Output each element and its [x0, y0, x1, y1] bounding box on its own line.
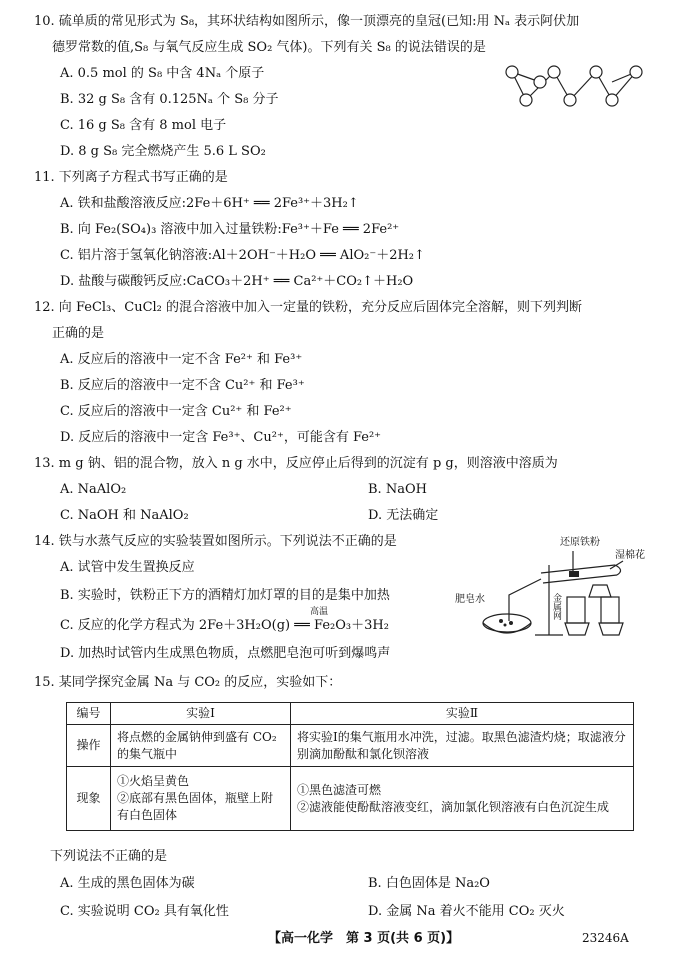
q11-option-a: A. 铁和盐酸溶液反应:2Fe＋6H⁺ ══ 2Fe³⁺＋3H₂↑	[60, 196, 359, 211]
q10-option-b: B. 32 g S₈ 含有 0.125Nₐ 个 S₈ 分子	[60, 92, 279, 107]
label-soap-water: 肥皂水	[455, 594, 485, 605]
label-reduced-iron: 还原铁粉	[560, 537, 600, 548]
q12-option-d: D. 反应后的溶液中一定含 Fe³⁺、Cu²⁺，可能含有 Fe²⁺	[60, 430, 382, 445]
q11-option-b: B. 向 Fe₂(SO₄)₃ 溶液中加入过量铁粉:Fe³⁺＋Fe ══ 2Fe²⁺	[60, 222, 400, 237]
q14-option-d: D. 加热时试管内生成黑色物质，点燃肥皂泡可听到爆鸣声	[60, 646, 391, 661]
q12-line2: 正确的是	[52, 326, 105, 341]
q15-option-b: B. 白色固体是 Na₂O	[368, 876, 490, 891]
q10-option-a: A. 0.5 mol 的 S₈ 中含 4Nₐ 个原子	[60, 66, 265, 81]
q15-stem2: 下列说法不正确的是	[50, 849, 168, 864]
q14-stem: 14. 铁与水蒸气反应的实验装置如图所示。下列说法不正确的是	[34, 534, 397, 549]
footer-code: 23246A	[582, 931, 629, 945]
q13-option-a: A. NaAlO₂	[60, 482, 127, 497]
footer-title: 【高一化学 第 3 页(共 6 页)】	[268, 931, 460, 946]
exp2-phenomenon-2: ②滤液能使酚酞溶液变红，滴加氯化钡溶液有白色沉淀生成	[297, 799, 610, 814]
q10-line1: 10. 硫单质的常见形式为 S₈，其环状结构如图所示，像一顶漂亮的皇冠(已知:用 Nₐ 表示阿伏加	[34, 14, 580, 29]
q13-stem: 13. m g 钠、铝的混合物，放入 n g 水中，反应停止后得到的沉淀有 p g，则溶液中溶质为	[34, 456, 558, 471]
q10-option-d: D. 8 g S₈ 完全燃烧产生 5.6 L SO₂	[60, 144, 266, 159]
q12-option-a: A. 反应后的溶液中一定不含 Fe²⁺ 和 Fe³⁺	[60, 352, 303, 367]
q14-condition-label: 高温	[310, 607, 329, 617]
table-row-operation-label: 操作	[67, 725, 111, 767]
q13-option-c: C. NaOH 和 NaAlO₂	[60, 508, 189, 523]
q11-stem: 11. 下列离子方程式书写正确的是	[34, 170, 228, 185]
q12-option-c: C. 反应后的溶液中一定含 Cu²⁺ 和 Fe²⁺	[60, 404, 292, 419]
q10-option-c: C. 16 g S₈ 含有 8 mol 电子	[60, 118, 227, 133]
table-header-exp2: 实验Ⅱ	[291, 703, 634, 725]
experiment-table	[66, 702, 634, 831]
q14-option-a: A. 试管中发生置换反应	[60, 560, 195, 575]
q14-option-c: C. 反应的化学方程式为 2Fe＋3H₂O(g) ══ Fe₂O₃＋3H₂	[60, 618, 389, 633]
s8-crown-diagram	[500, 60, 650, 120]
table-header-id: 编号	[67, 703, 111, 725]
iron-steam-apparatus	[455, 535, 655, 655]
q13-option-d: D. 无法确定	[368, 508, 439, 523]
q11-option-d: D. 盐酸与碳酸钙反应:CaCO₃＋2H⁺ ══ Ca²⁺＋CO₂↑＋H₂O	[60, 274, 414, 289]
table-row-phenomenon-label: 现象	[67, 767, 111, 831]
table-cell-exp2-phenomenon	[291, 767, 634, 831]
table-cell-exp1-operation: 将点燃的金属钠伸到盛有 CO₂ 的集气瓶中	[111, 725, 291, 767]
table-header-exp1: 实验Ⅰ	[111, 703, 291, 725]
q10-line2: 德罗常数的值,S₈ 与氧气反应生成 SO₂ 气体)。下列有关 S₈ 的说法错误的是	[52, 40, 486, 55]
label-wet-cotton: 湿棉花	[615, 550, 645, 561]
q12-line1: 12. 向 FeCl₃、CuCl₂ 的混合溶液中加入一定量的铁粉，充分反应后固体完全溶解，则下列判断	[34, 300, 583, 315]
q15-option-d: D. 金属 Na 着火不能用 CO₂ 灭火	[368, 904, 565, 919]
q13-option-b: B. NaOH	[368, 482, 427, 497]
table-cell-exp2-operation: 将实验Ⅰ的集气瓶用水冲洗，过滤。取黑色滤渣灼烧；取滤液分别滴加酚酞和氯化钡溶液	[291, 725, 634, 767]
q15-option-a: A. 生成的黑色固体为碳	[60, 876, 195, 891]
q15-option-c: C. 实验说明 CO₂ 具有氧化性	[60, 904, 229, 919]
q12-option-b: B. 反应后的溶液中一定不含 Cu²⁺ 和 Fe³⁺	[60, 378, 305, 393]
label-metal-mesh: 金属网	[551, 593, 561, 620]
q15-stem: 15. 某同学探究金属 Na 与 CO₂ 的反应，实验如下：	[34, 675, 342, 690]
exp2-phenomenon-1: ①黑色滤渣可燃	[297, 782, 382, 797]
exp1-phenomenon-2: ②底部有黑色固体，瓶壁上附有白色固体	[117, 791, 274, 822]
table-cell-exp1-phenomenon	[111, 767, 291, 831]
exp1-phenomenon-1: ①火焰呈黄色	[117, 774, 190, 788]
q14-option-b: B. 实验时，铁粉正下方的酒精灯加灯罩的目的是集中加热	[60, 588, 390, 603]
q11-option-c: C. 铝片溶于氢氧化钠溶液:Al＋2OH⁻＋H₂O ══ AlO₂⁻＋2H₂↑	[60, 248, 425, 263]
